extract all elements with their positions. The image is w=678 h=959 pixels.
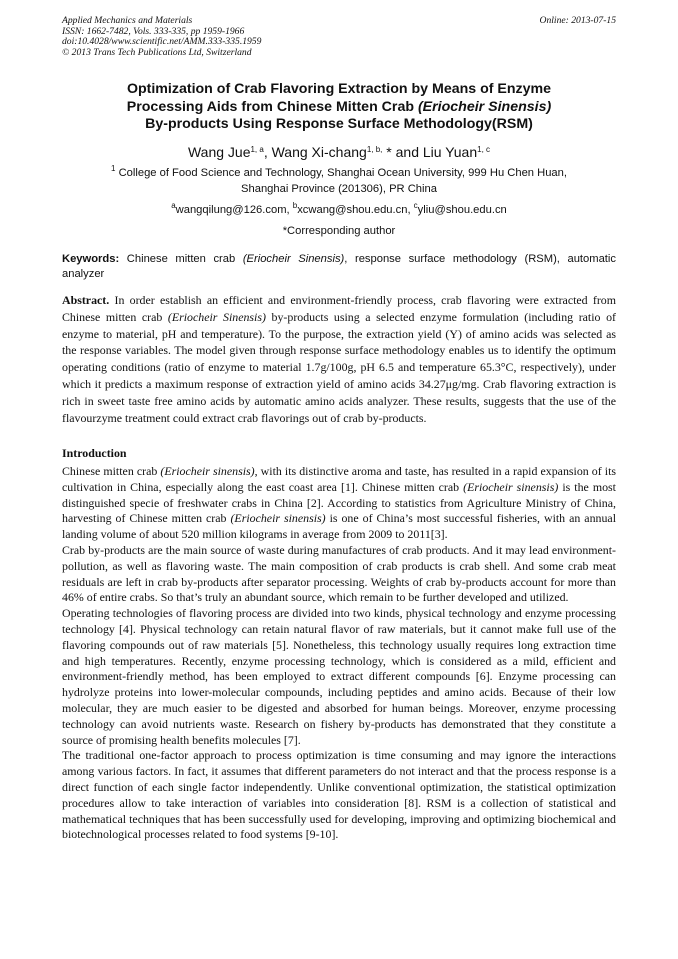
- journal-issn: ISSN: 1662-7482, Vols. 333-335, pp 1959-1966: [62, 25, 245, 37]
- author-3: Liu Yuan: [422, 144, 478, 160]
- email-a: wangqilung@126.com,: [175, 204, 293, 216]
- online-date: Online: 2013-07-15: [539, 15, 616, 26]
- abstract-text-2: by-products using a selected enzyme formulation (including ratio of enzyme to material, pH and temperature). To the purpose, the extraction yield (Y) of amino acids was selected as the response variables. The model given through response surface methodology enables us to identify the optimum operating conditions (ratio of enzyme to material 1.7g/100g, pH 6.5 and temperature 65.3°C, respectively), under which it predicts a maximum response of extraction yield of amino acids 34.27μg/mg. Crab flavoring extraction is rich in sweet taste free amino acids by automatic amino acids analyzer. These results, suggests that the use of the flavourzyme treatment could extract crab flavorings out of crab by-products.: [62, 309, 616, 425]
- email-marker-b: b: [292, 201, 298, 210]
- journal-header: [62, 16, 616, 58]
- intro-p1-text-4: is one of China’s most successful fisheries, with an annual landing volume of about 520 million kilograms in average from 2009 to 2011[3].: [62, 511, 616, 542]
- email-c: yliu@shou.edu.cn: [417, 204, 507, 216]
- intro-paragraph-1: [62, 464, 616, 543]
- title-line-1: Optimization of Crab Flavoring Extraction by Means of Enzyme: [126, 81, 552, 97]
- keywords-text-1: Chinese mitten crab: [119, 253, 243, 265]
- author-1: Wang Jue: [187, 144, 251, 160]
- author-2-star: *: [382, 144, 392, 160]
- paper-title: [62, 81, 616, 134]
- keywords-label: Keywords:: [62, 253, 120, 265]
- intro-paragraph-3: Operating technologies of flavoring process are divided into two kinds, physical technology and enzyme processing technology [4]. Physical technology can retain natural flavor of raw materials, but it cannot make full use of the flavoring compounds out of raw materials [5]. Nonetheless, this technology usually requires long extraction time and high temperatures. Recently, enzyme processing technology, which is considered as a mild, efficient and environment-friendly method, has been employed to extract different compounds [6]. Enzyme processing can hydrolyze proteins into lower-molecular compounds, including peptides and amino acids. Because of their low molecular, they are much easier to be digested and absorbed for human beings. Moreover, enzyme processing technology can avoid nutrients waste. Research on fishery by-products has demonstrated that they constitute a source of promising health benefits molecules [7].: [62, 606, 616, 747]
- keywords-text-2: , response surface methodology (RSM), automatic analyzer: [62, 253, 616, 281]
- intro-p1-italic-3: (Eriocheir sinensis): [230, 511, 326, 526]
- journal-doi: doi:10.4028/www.scientific.net/AMM.333-335.1959: [62, 36, 262, 48]
- affiliation-line-1: [72, 166, 606, 182]
- intro-p1-text-3: is the most distinguished specie of freshwater crabs in China [2]. According to statistics from Agriculture Ministry of China, harvesting of Chinese mitten crab: [62, 479, 616, 526]
- intro-p1-italic-1: (Eriocheir sinensis): [160, 464, 255, 478]
- affiliation: [72, 166, 606, 197]
- abstract-species-italic: (Eriocheir Sinensis): [167, 309, 266, 324]
- journal-copyright: © 2013 Trans Tech Publications Ltd, Switzerland: [62, 46, 252, 58]
- title-line-2-text: Processing Aids from Chinese Mitten Crab: [126, 98, 418, 115]
- author-separator: ,: [263, 144, 272, 160]
- corresponding-author-note: *Corresponding author: [282, 225, 396, 237]
- intro-p1-italic-2: (Eriocheir sinensis): [463, 479, 559, 494]
- intro-paragraph-2: Crab by-products are the main source of waste during manufactures of crab products. And it may lead environment-pollution, as well as flavoring waste. The main composition of crab products is crab shell. And some crab meat residuals are left in crab by-products after separator processing. Weights of crab by-products account for more than 46% of entire crabs. So that’s truly an abundant source, which remain to be further developed and utilized.: [62, 542, 616, 605]
- section-heading-introduction: Introduction: [62, 446, 127, 460]
- abstract: [62, 292, 616, 426]
- email-b: xcwang@shou.edu.cn,: [297, 204, 414, 216]
- intro-p1-text-2: , with its distinctive aroma and taste, has resulted in a rapid expansion of its cultivation in China, especially along the east coast area [1]. Chinese mitten crab: [62, 464, 617, 494]
- author-2: Wang Xi-chang: [271, 144, 367, 160]
- keywords: [62, 252, 616, 283]
- email-marker-a: a: [171, 201, 176, 210]
- author-3-affil: 1, c: [477, 145, 491, 154]
- author-2-affil: 1, b,: [366, 145, 383, 154]
- keywords-species-italic: (Eriocheir Sinensis): [242, 253, 345, 265]
- author-emails: [62, 203, 616, 218]
- abstract-label: Abstract.: [62, 293, 110, 307]
- affiliation-line-2: Shanghai Province (201306), PR China: [241, 182, 437, 195]
- author-list: [62, 143, 616, 161]
- author-1-affil: 1, a: [250, 145, 264, 154]
- affiliation-marker: 1: [111, 164, 116, 173]
- intro-p1-text-1: Chinese mitten crab: [62, 464, 161, 478]
- intro-paragraph-4: The traditional one-factor approach to process optimization is time consuming and may ignore the interactions among various factors. In fact, it assumes that different parameters do not interact and that the process response is a direct function of each single factor independently. Unlike conventional optimization, the statistical optimization procedures allow to take interaction of variables into consideration [8]. RSM is a collection of statistical and mathematical techniques that has been successfully used for developing, improving and optimizing biochemical and biotechnological processes related to food systems [9-10].: [62, 748, 616, 842]
- title-species-italic: (Eriocheir Sinensis): [417, 98, 552, 115]
- affiliation-text-1: College of Food Science and Technology, Shanghai Ocean University, 999 Hu Chen Huan,: [115, 167, 567, 179]
- abstract-text-1: In order establish an efficient and environment-friendly process, crab flavoring were extracted from Chinese mitten crab: [62, 293, 616, 324]
- title-line-3: By-products Using Response Surface Methodology(RSM): [145, 116, 533, 133]
- introduction-body: [62, 464, 616, 843]
- journal-name: Applied Mechanics and Materials: [62, 15, 193, 26]
- title-line-2: [62, 99, 616, 117]
- email-marker-c: c: [413, 201, 418, 210]
- author-separator-and: and: [391, 144, 423, 160]
